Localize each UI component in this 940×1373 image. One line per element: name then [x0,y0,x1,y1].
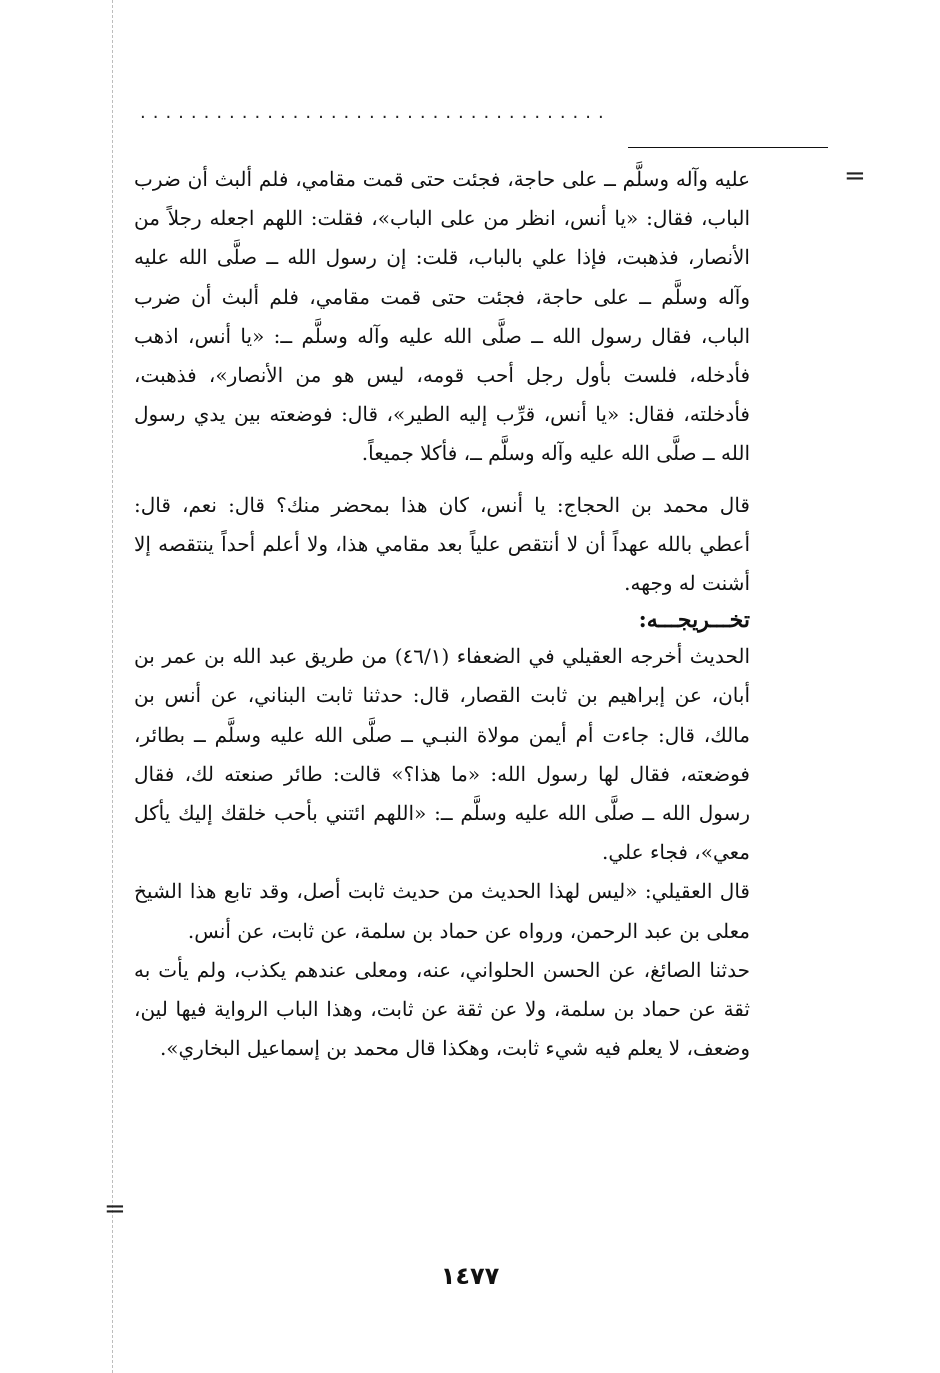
uqaili-continuation-paragraph: حدثنا الصائغ، عن الحسن الحلواني، عنه، ومعلى عندهم يكذب، ولم يأت به ثقة عن حماد بن سلمة، ولا عن ثقة عن ثابت، وهذا الباب الرواية فيها لين، وضعف، لا يعلم فيه شيء ثابت، وهكذا قال محمد بن إسماعيل البخاري». [134,957,750,1061]
page-number: ١٤٧٧ [440,1262,500,1290]
takhrij-paragraph: الحديث أخرجه العقيلي في الضعفاء (٤٦/١) من طريق عبد الله بن عمر بن أبان، عن إبراهيم بن ثابت القصار، قال: حدثنا ثابت البناني، عن أنس بن مالك، قال: جاءت أم أيمن مولاة النبـي ــ صلَّى الله عليه وسلَّم ــ بطائر، فوضعته، فقال لها رسول الله: «ما هذا؟» قالت: طائر صنعته لك، فقال رسول الله ــ صلَّى الله عليه وسلَّم ــ: «اللهم ائتني بأحب خلقك إليك يأكل معي»، فجاء علي. [134,644,751,865]
footnote-separator [628,147,828,148]
takhrij-heading: تخـــريجـــه: [638,607,750,634]
page-content [134,160,750,1068]
narration-paragraph: عليه وآله وسلَّم ــ على حاجة، فجئت حتى قمت مقامي، فلم ألبث أن ضرب الباب، فقال: «يا أنس، انظر من على الباب»، فقلت: اللهم اجعله رجلاً من الأنصار، فذهبت، فإذا علي بالباب، قلت: إن رسول الله ــ صلَّى الله عليه وآله وسلَّم ــ على حاجة، فجئت حتى قمت مقامي، فلم ألبث أن ضرب الباب، فقال رسول الله ــ صلَّى الله عليه وآله وسلَّم ــ: «يا أنس، اذهب فأدخله، فلست بأول رجل أحب قومه، ليس هو من الأنصار»، فذهبت، فأدخلته، فقال: «يا أنس، قرِّب إليه الطير»، قال: فوضعته بين يدي رسول الله ــ صلَّى الله عليه وآله وسلَّم ــ، فأكلا جميعاً. [134,167,750,466]
header-dotted-line: ..................................... [140,102,611,123]
uqaili-quote-paragraph: قال العقيلي: «ليس لهذا الحديث من حديث ثابت أصل، وقد تابع هذا الشيخ معلى بن عبد الرحمن، ورواه عن حماد بن سلمة، عن ثابت، عن أنس. [134,879,750,943]
narration-closing-paragraph: قال محمد بن الحجاج: يا أنس، كان هذا بمحضر منك؟ قال: نعم، قال: أعطي بالله عهداً أن لا أنتقص علياً بعد مقامي هذا، ولا أعلم أحداً ينتقصه إلا أشنت له وجهه. [134,492,750,596]
continuation-mark-top: = [844,161,866,191]
margin-guide-line [112,0,113,1373]
continuation-mark-bottom: = [104,1194,126,1224]
